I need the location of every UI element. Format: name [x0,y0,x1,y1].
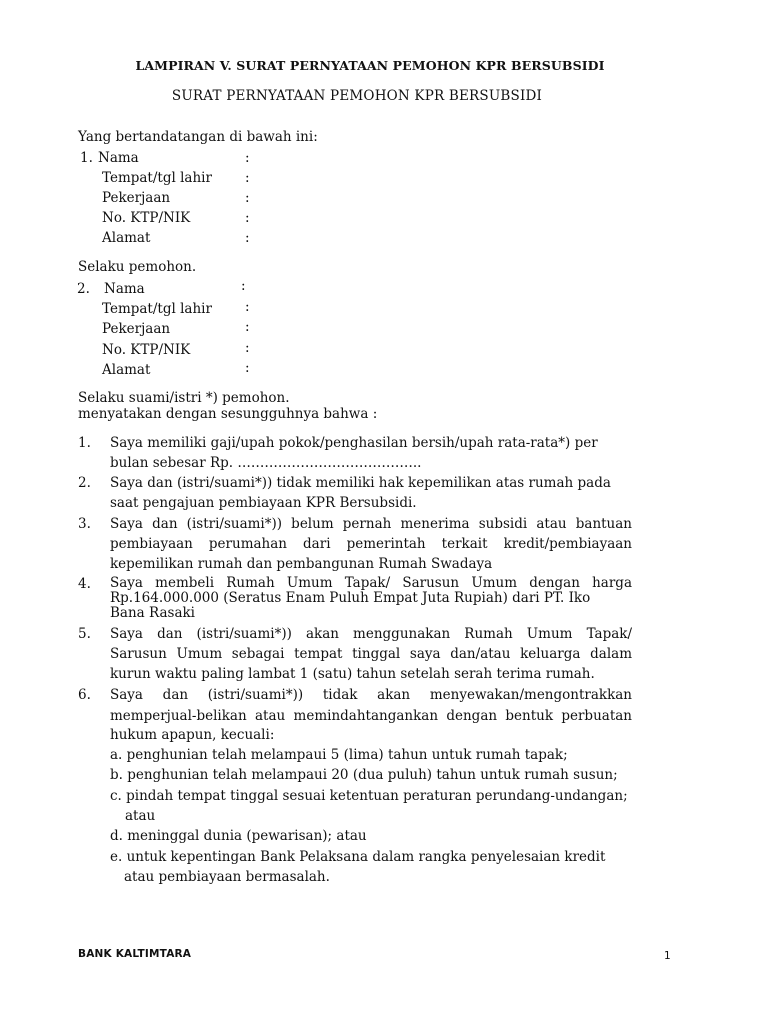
statement-line: Bana Rasaki [110,605,196,621]
applicant-job-label: Pekerjaan [102,190,171,206]
spouse-job-colon: : [245,319,250,335]
statement-line: Saya dan (istri/suami*)) tidak akan menyewakan/mengontrakkan [110,687,632,703]
statement-number: 3. [78,516,91,532]
statement-line: Saya dan (istri/suami*)) tidak memiliki hak kepemilikan atas rumah pada [110,475,611,491]
statement-line: Saya dan (istri/suami*)) akan menggunakan Rumah Umum Tapak/ [110,626,632,642]
applicant-ktp-label: No. KTP/NIK [102,210,191,226]
intro-text: Yang bertandatangan di bawah ini: [78,129,318,145]
spouse-ktp-colon: : [245,340,250,356]
statement-number: 5. [78,626,91,642]
spouse-role-text: Selaku suami/istri *) pemohon. [78,390,290,406]
statement-number: 2. [78,475,91,491]
applicant-job-colon: : [245,190,250,206]
applicant-address-colon: : [245,230,250,246]
statement-line: kepemilikan rumah dan pembangunan Rumah Swadaya [110,556,493,572]
statement-line: Saya memiliki gaji/upah pokok/penghasilan bersih/upah rata-rata*) per [110,435,598,451]
statement-line: memperjual-belikan atau memindahtangankan dengan bentuk perbuatan [110,708,632,724]
statement-line: kurun waktu paling lambat 1 (satu) tahun setelah serah terima rumah. [110,666,595,682]
page-number: 1 [664,950,671,962]
applicant-name-label: Nama [98,150,139,166]
applicant-address-label: Alamat [102,230,151,246]
spouse-address-colon: : [245,360,250,376]
statement-line: pembiayaan perumahan dari pemerintah terkait kredit/pembiayaan [110,536,632,552]
spouse-ktp-label: No. KTP/NIK [102,342,191,358]
spouse-name-colon: : [241,278,246,294]
document-title: SURAT PERNYATAAN PEMOHON KPR BERSUBSIDI [171,88,543,104]
exception-item-continuation: atau pembiayaan bermasalah. [124,869,330,885]
spouse-birth-label: Tempat/tgl lahir [102,301,212,317]
exception-item: e. untuk kepentingan Bank Pelaksana dalam rangka penyelesaian kredit [110,849,606,865]
statement-line: Sarusun Umum sebagai tempat tinggal saya dan/atau keluarga dalam [110,646,632,662]
document-heading: LAMPIRAN V. SURAT PERNYATAAN PEMOHON KPR BERSUBSIDI [135,58,605,73]
footer-bank-name: BANK KALTIMTARA [78,948,192,960]
statement-number: 1. [78,435,91,451]
exception-item: b. penghunian telah melampaui 20 (dua puluh) tahun untuk rumah susun; [110,767,618,783]
spouse-address-label: Alamat [102,362,151,378]
applicant-name-colon: : [245,150,250,166]
statement-line: Saya membeli Rumah Umum Tapak/ Sarusun Umum dengan harga [110,575,632,591]
statement-number: 6. [78,687,91,703]
exception-item: c. pindah tempat tinggal sesuai ketentuan peraturan perundang-undangan; [110,788,628,804]
exception-item: d. meninggal dunia (pewarisan); atau [110,828,367,844]
exception-item: a. penghunian telah melampaui 5 (lima) tahun untuk rumah tapak; [110,747,568,763]
exception-item-continuation: atau [125,808,156,824]
applicant-birth-colon: : [245,170,250,186]
spouse-birth-colon: : [245,299,250,315]
applicant-birth-label: Tempat/tgl lahir [102,170,212,186]
spouse-number: 2. [77,281,90,297]
statement-line: saat pengajuan pembiayaan KPR Bersubsidi. [110,495,417,511]
statement-line: bulan sebesar Rp. ………………………………….. [110,455,422,471]
spouse-job-label: Pekerjaan [102,321,171,337]
declaration-intro: menyatakan dengan sesungguhnya bahwa : [78,406,378,422]
statement-line: Saya dan (istri/suami*)) belum pernah menerima subsidi atau bantuan [110,516,632,532]
spouse-name-label: Nama [104,281,145,297]
statement-number: 4. [78,576,91,592]
applicant-role-text: Selaku pemohon. [78,259,197,275]
statement-line: hukum apapun, kecuali: [110,727,275,743]
applicant-number: 1. [80,150,93,166]
statement-line: Rp.164.000.000 (Seratus Enam Puluh Empat Juta Rupiah) dari PT. Iko [110,590,591,606]
applicant-ktp-colon: : [245,210,250,226]
